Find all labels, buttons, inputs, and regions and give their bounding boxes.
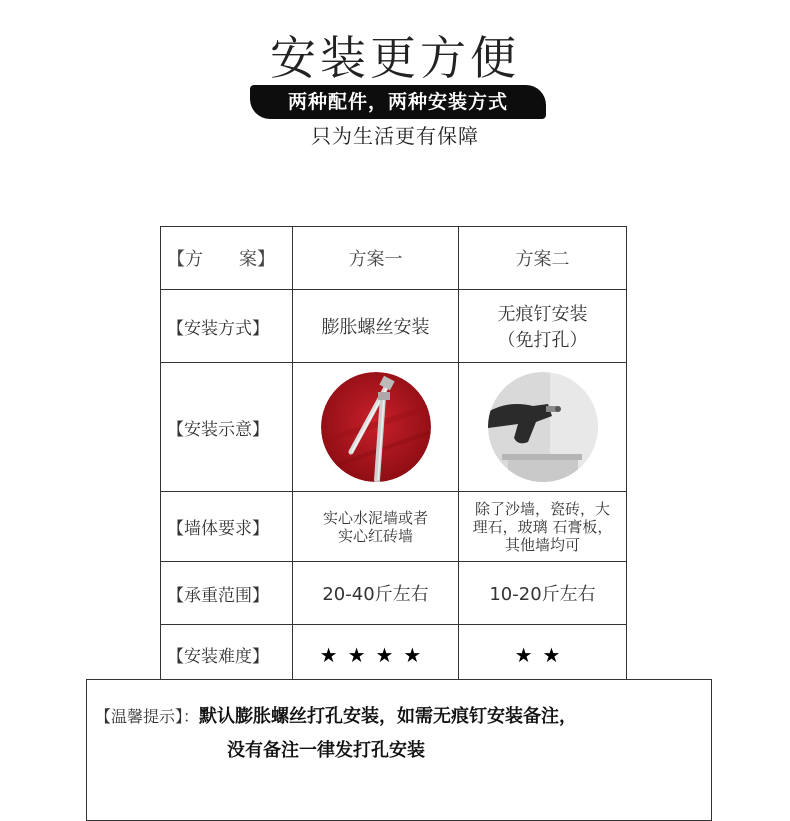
table-row: [161, 562, 627, 625]
tip-text-2: 没有备注一律发打孔安装: [227, 740, 425, 761]
row-label: 【承重范围】: [161, 562, 293, 625]
subtitle-banner: 两种配件，两种安装方式: [250, 85, 546, 119]
install-method-plan-two-line2: （免打孔）: [497, 330, 588, 351]
install-method-plan-one: 膨胀螺丝安装: [293, 290, 459, 363]
difficulty-stars-plan-two: ★★: [459, 625, 627, 685]
install-method-plan-two-line1: 无痕钉安装: [497, 304, 588, 325]
comparison-table: [160, 226, 627, 685]
row-label: 【安装方式】: [161, 290, 293, 363]
row-label: 【墙体要求】: [161, 492, 293, 562]
wall-requirement-plan-two-line1: 除了沙墙，瓷砖，大: [474, 499, 610, 518]
table-row: [161, 625, 627, 685]
table-row: [161, 363, 627, 492]
row-label: 【方 案】: [161, 227, 293, 290]
table-row: [161, 492, 627, 562]
install-illustration-plan-two: [459, 363, 627, 492]
tip-text-1: 默认膨胀螺丝打孔安装，如需无痕钉安装备注，: [199, 706, 578, 727]
table-row: [161, 290, 627, 363]
row-label: 【安装难度】: [161, 625, 293, 685]
tip-line-1: [95, 702, 577, 728]
row-label: 【安装示意】: [161, 363, 293, 492]
difficulty-stars-plan-one: ★★★★: [293, 625, 459, 685]
plan-two-header: 方案二: [459, 227, 627, 290]
table-row-header: [161, 227, 627, 290]
load-range-plan-two: 10-20斤左右: [459, 562, 627, 625]
install-method-plan-two: [459, 290, 627, 363]
drill-image: [488, 372, 598, 482]
expansion-screw-image: [321, 372, 431, 482]
wall-requirement-plan-two: [459, 492, 627, 562]
plan-one-header: 方案一: [293, 227, 459, 290]
wall-requirement-plan-one-line1: 实心水泥墙或者: [322, 508, 428, 527]
wall-requirement-plan-one-line2: 实心红砖墙: [337, 526, 413, 545]
load-range-plan-one: 20-40斤左右: [293, 562, 459, 625]
wall-requirement-plan-two-line2: 理石，玻璃 石膏板，: [472, 517, 613, 536]
wall-requirement-plan-one: [293, 492, 459, 562]
tagline: 只为生活更有保障: [311, 124, 479, 148]
wall-requirement-plan-two-line3: 其他墙均可: [504, 535, 580, 554]
page-title: 安装更方便: [270, 31, 520, 85]
tip-label: 【温馨提示】：: [95, 707, 200, 726]
install-illustration-plan-one: [293, 363, 459, 492]
